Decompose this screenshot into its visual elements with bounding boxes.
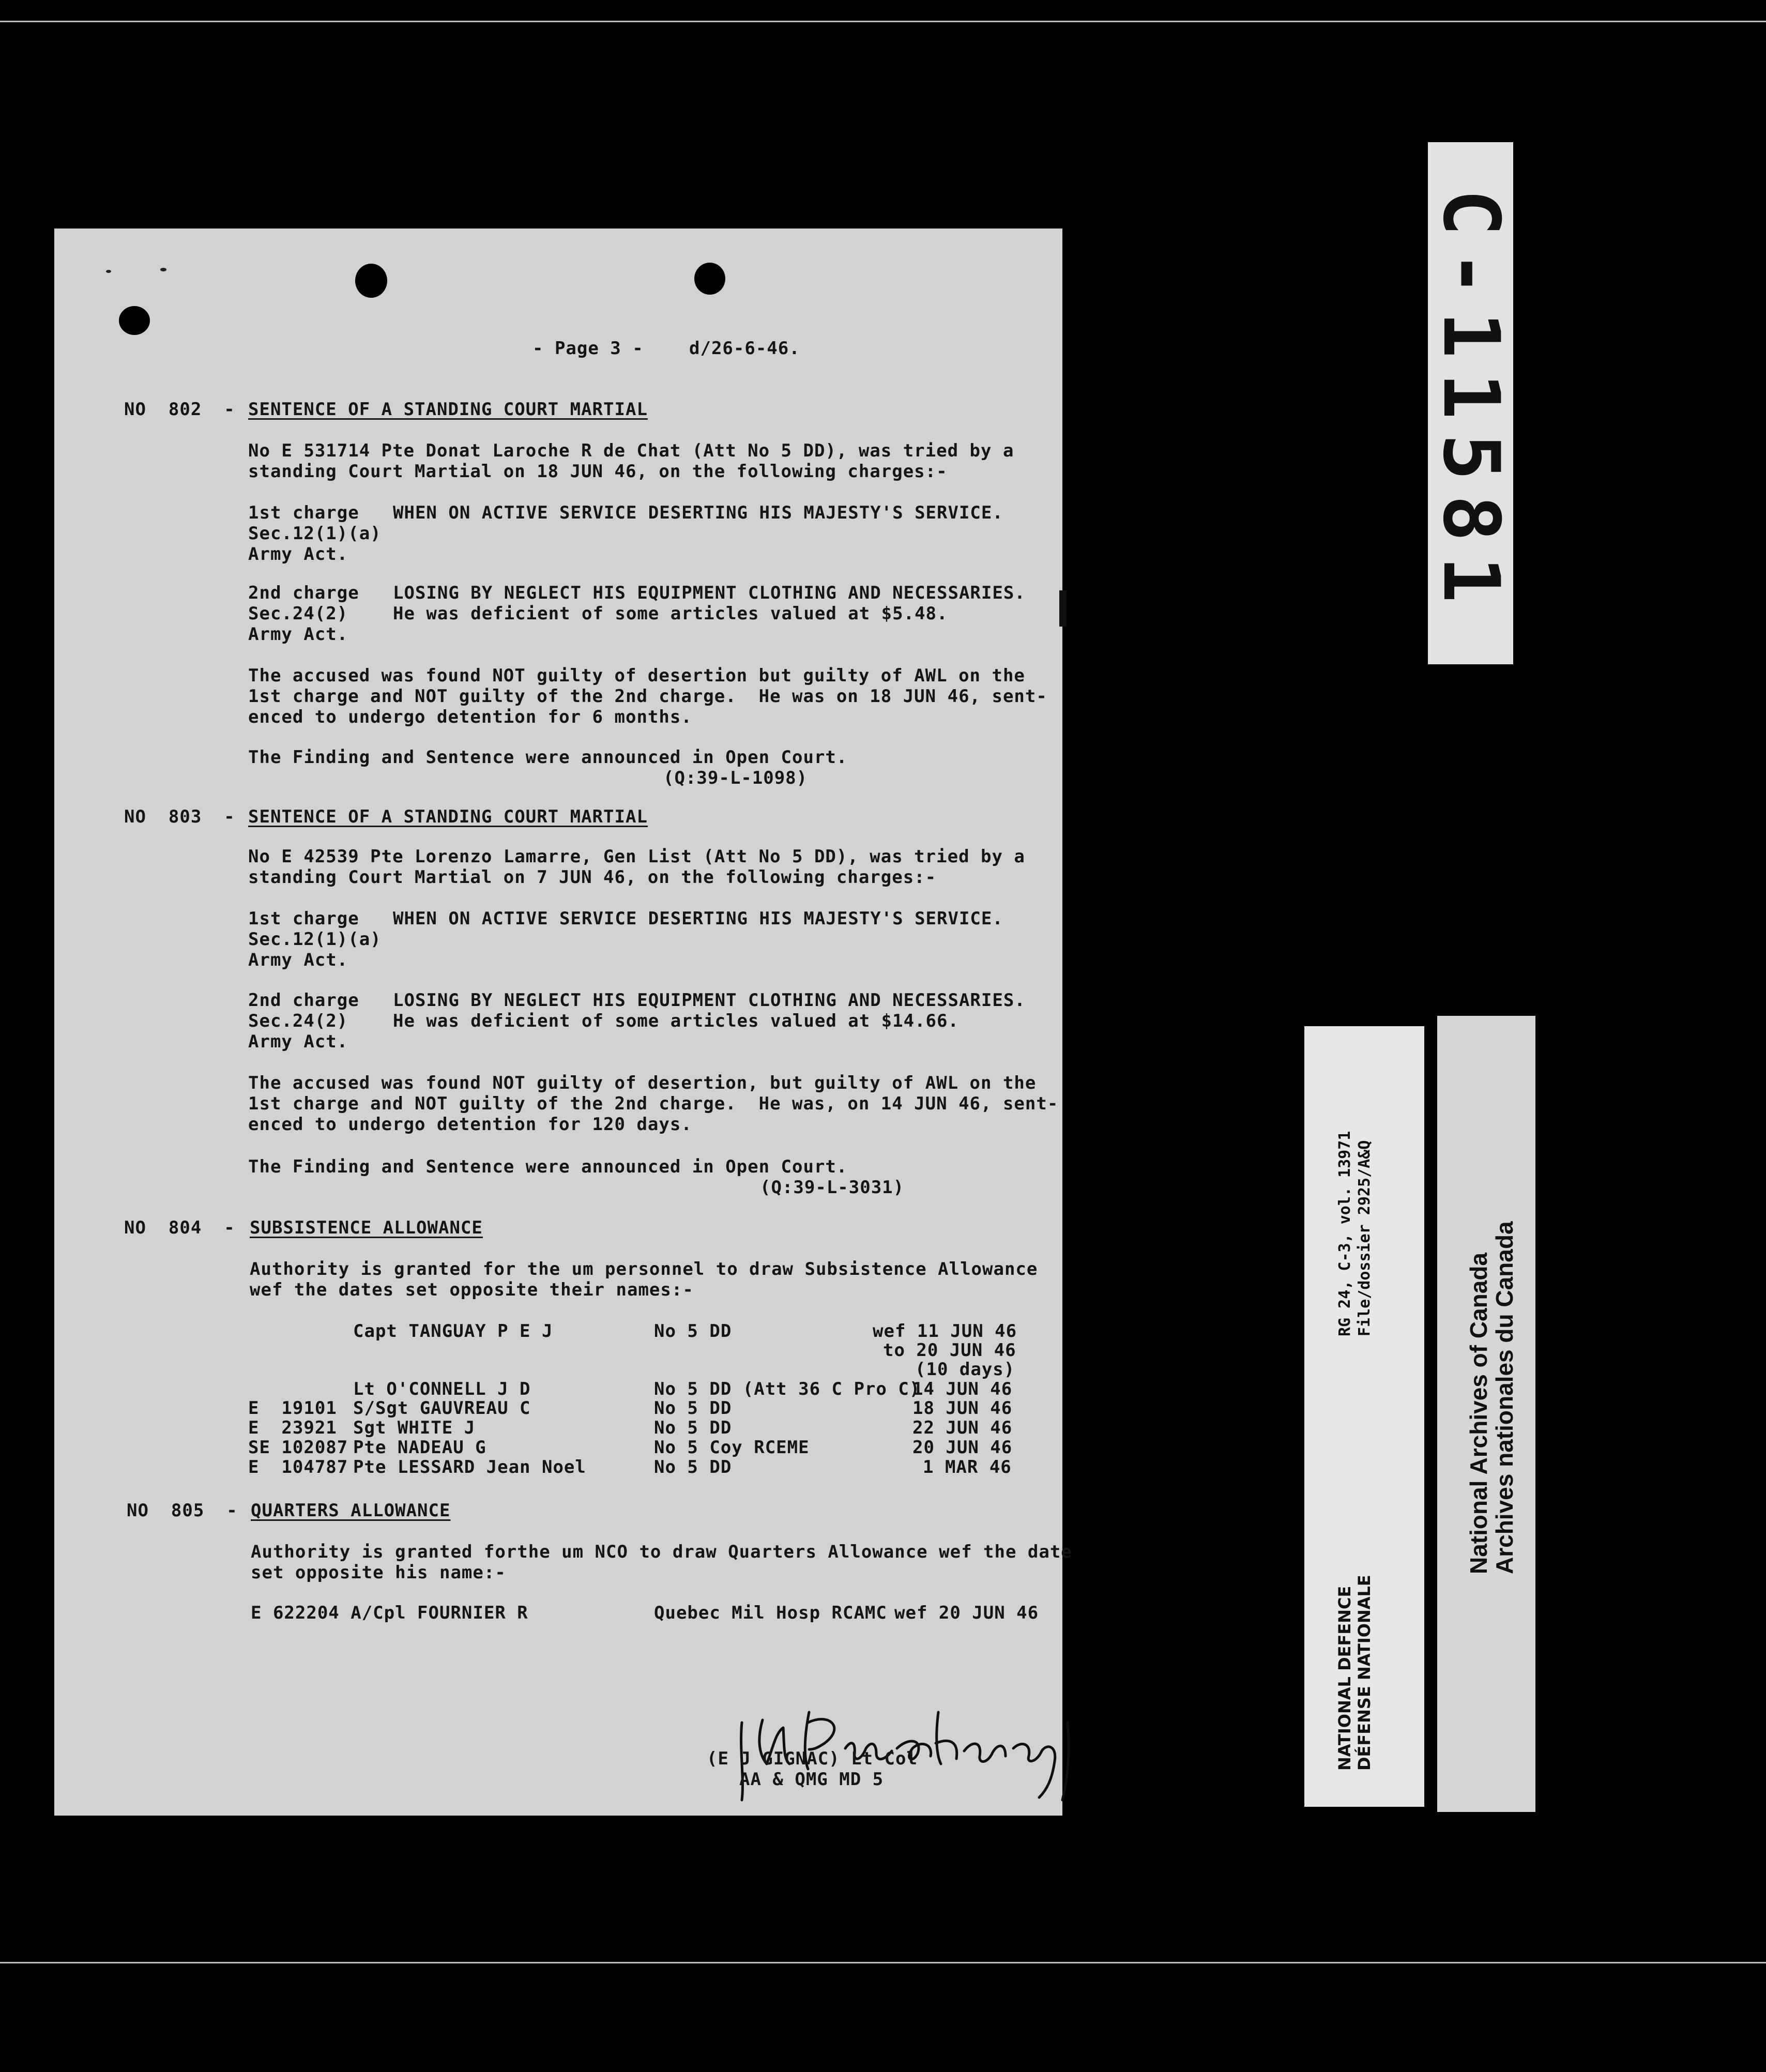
page-edge-mark (1059, 590, 1067, 627)
charge-act: Army Act. (248, 544, 348, 565)
row-date: (10 days) (915, 1359, 1015, 1380)
row-unit: No 5 DD (654, 1457, 732, 1477)
item-text-line: Authority is granted for the um personnel to draw Subsistence Allowance (250, 1259, 1038, 1279)
speck (106, 270, 111, 273)
row-date: wef 20 JUN 46 (894, 1603, 1039, 1623)
speck (160, 268, 166, 271)
finding-line: The accused was found NOT guilty of desertion, but guilty of AWL on the (248, 1073, 1037, 1093)
item-text-line: wef the dates set opposite their names:- (250, 1279, 694, 1300)
archive-reference-line: RG 24, C-3, vol. 13971 (1336, 1131, 1354, 1336)
row-name: Pte NADEAU G (353, 1437, 486, 1458)
archives-label (1437, 1016, 1535, 1812)
row-unit: No 5 Coy RCEME (654, 1437, 810, 1458)
row-unit: No 5 DD (654, 1321, 732, 1342)
item-number: NO 802 - (124, 399, 235, 420)
department-label (1304, 1026, 1424, 1807)
charge-text: LOSING BY NEGLECT HIS EQUIPMENT CLOTHING AND NECESSARIES. (393, 583, 1026, 603)
row-date: 14 JUN 46 (912, 1379, 1013, 1399)
item-number: NO 805 - (127, 1500, 238, 1521)
charge-act: Army Act. (248, 1031, 348, 1052)
item-title: SENTENCE OF A STANDING COURT MARTIAL (248, 399, 648, 420)
finding-line: enced to undergo detention for 120 days. (248, 1114, 692, 1135)
frame-number-strip (1425, 142, 1516, 664)
signatory-name: (E J GIGNAC) Lt Col (707, 1748, 918, 1769)
item-text-line: set opposite his name:- (251, 1562, 506, 1583)
row-name: S/Sgt GAUVREAU C (353, 1398, 531, 1419)
row-name: Lt O'CONNELL J D (353, 1379, 531, 1399)
charge-label: 1st charge (248, 908, 359, 929)
row-unit: Quebec Mil Hosp RCAMC (654, 1603, 887, 1623)
item-number: NO 804 - (124, 1217, 235, 1238)
item-text-line: No E 42539 Pte Lorenzo Lamarre, Gen List (Att No 5 DD), was tried by a (248, 846, 1025, 867)
charge-section: Sec.24(2) (248, 1011, 348, 1031)
charge-text: LOSING BY NEGLECT HIS EQUIPMENT CLOTHING AND NECESSARIES. (393, 990, 1026, 1011)
row-service-number: E 23921 (248, 1418, 337, 1438)
charge-act: Army Act. (248, 624, 348, 645)
charge-text: WHEN ON ACTIVE SERVICE DESERTING HIS MAJESTY'S SERVICE. (393, 502, 1003, 523)
archives-name-line: National Archives of Canada (1465, 1252, 1492, 1574)
finding-line: The accused was found NOT guilty of desertion but guilty of AWL on the (248, 665, 1025, 686)
row-name: Pte LESSARD Jean Noel (353, 1457, 586, 1477)
charge-label: 2nd charge (248, 990, 359, 1011)
frame-number: C-11581 (1425, 189, 1516, 618)
item-text-line: No E 531714 Pte Donat Laroche R de Chat (Att No 5 DD), was tried by a (248, 440, 1014, 461)
row-unit: No 5 DD (654, 1418, 732, 1438)
top-border-line (0, 21, 1766, 22)
row-service-number: SE 102087 (248, 1437, 348, 1458)
charge-act: Army Act. (248, 950, 348, 970)
row-date: 18 JUN 46 (912, 1398, 1013, 1419)
row-service-number: E 19101 (248, 1398, 337, 1419)
finding-line: 1st charge and NOT guilty of the 2nd charge. He was on 18 JUN 46, sent- (248, 686, 1047, 707)
row-date: wef 11 JUN 46 (873, 1321, 1017, 1342)
announced-line: The Finding and Sentence were announced in Open Court. (248, 747, 848, 768)
file-reference: (Q:39-L-1098) (663, 768, 808, 788)
row-name: E 622204 A/Cpl FOURNIER R (251, 1603, 528, 1623)
announced-line: The Finding and Sentence were announced in Open Court. (248, 1156, 848, 1177)
charge-label: 1st charge (248, 502, 359, 523)
item-title: SUBSISTENCE ALLOWANCE (250, 1217, 483, 1238)
charge-label: 2nd charge (248, 583, 359, 603)
item-title: SENTENCE OF A STANDING COURT MARTIAL (248, 806, 648, 827)
item-text-line: standing Court Martial on 18 JUN 46, on the following charges:- (248, 461, 948, 482)
finding-line: 1st charge and NOT guilty of the 2nd charge. He was, on 14 JUN 46, sent- (248, 1093, 1059, 1114)
item-title: QUARTERS ALLOWANCE (251, 1500, 451, 1521)
row-unit: No 5 DD (654, 1398, 732, 1419)
signatory-title: AA & QMG MD 5 (739, 1769, 884, 1790)
item-text-line: Authority is granted forthe um NCO to draw Quarters Allowance wef the date (251, 1542, 1072, 1562)
punch-hole-center (355, 264, 387, 298)
row-date: 20 JUN 46 (912, 1437, 1013, 1458)
finding-line: enced to undergo detention for 6 months. (248, 707, 692, 727)
charge-section: Sec.12(1)(a) (248, 523, 382, 544)
bottom-border-line (0, 1962, 1766, 1963)
department-line: DÉFENSE NATIONALE (1354, 1575, 1374, 1771)
archive-reference-line: File/dossier 2925/A&Q (1356, 1140, 1374, 1336)
row-unit: No 5 DD (Att 36 C Pro C) (654, 1379, 921, 1399)
charge-text: He was deficient of some articles valued at $5.48. (393, 603, 948, 624)
row-date: to 20 JUN 46 (883, 1340, 1016, 1361)
page-number: - Page 3 - (532, 338, 644, 359)
row-name: Capt TANGUAY P E J (353, 1321, 553, 1342)
row-date: 22 JUN 46 (912, 1418, 1013, 1438)
charge-section: Sec.12(1)(a) (248, 929, 382, 950)
row-date: 1 MAR 46 (923, 1457, 1012, 1477)
department-line: NATIONAL DEFENCE (1335, 1586, 1354, 1771)
item-text-line: standing Court Martial on 7 JUN 46, on the following charges:- (248, 867, 937, 888)
charge-section: Sec.24(2) (248, 603, 348, 624)
item-number: NO 803 - (124, 806, 235, 827)
punch-hole-right (694, 263, 725, 295)
page-date: d/26-6-46. (689, 338, 800, 359)
row-name: Sgt WHITE J (353, 1418, 476, 1438)
charge-text: WHEN ON ACTIVE SERVICE DESERTING HIS MAJESTY'S SERVICE. (393, 908, 1003, 929)
row-service-number: E 104787 (248, 1457, 348, 1477)
charge-text: He was deficient of some articles valued at $14.66. (393, 1011, 959, 1031)
document-page (54, 228, 1072, 1816)
archives-name-line: Archives nationales du Canada (1491, 1221, 1518, 1574)
punch-hole-left (119, 306, 150, 335)
file-reference: (Q:39-L-3031) (760, 1177, 905, 1198)
